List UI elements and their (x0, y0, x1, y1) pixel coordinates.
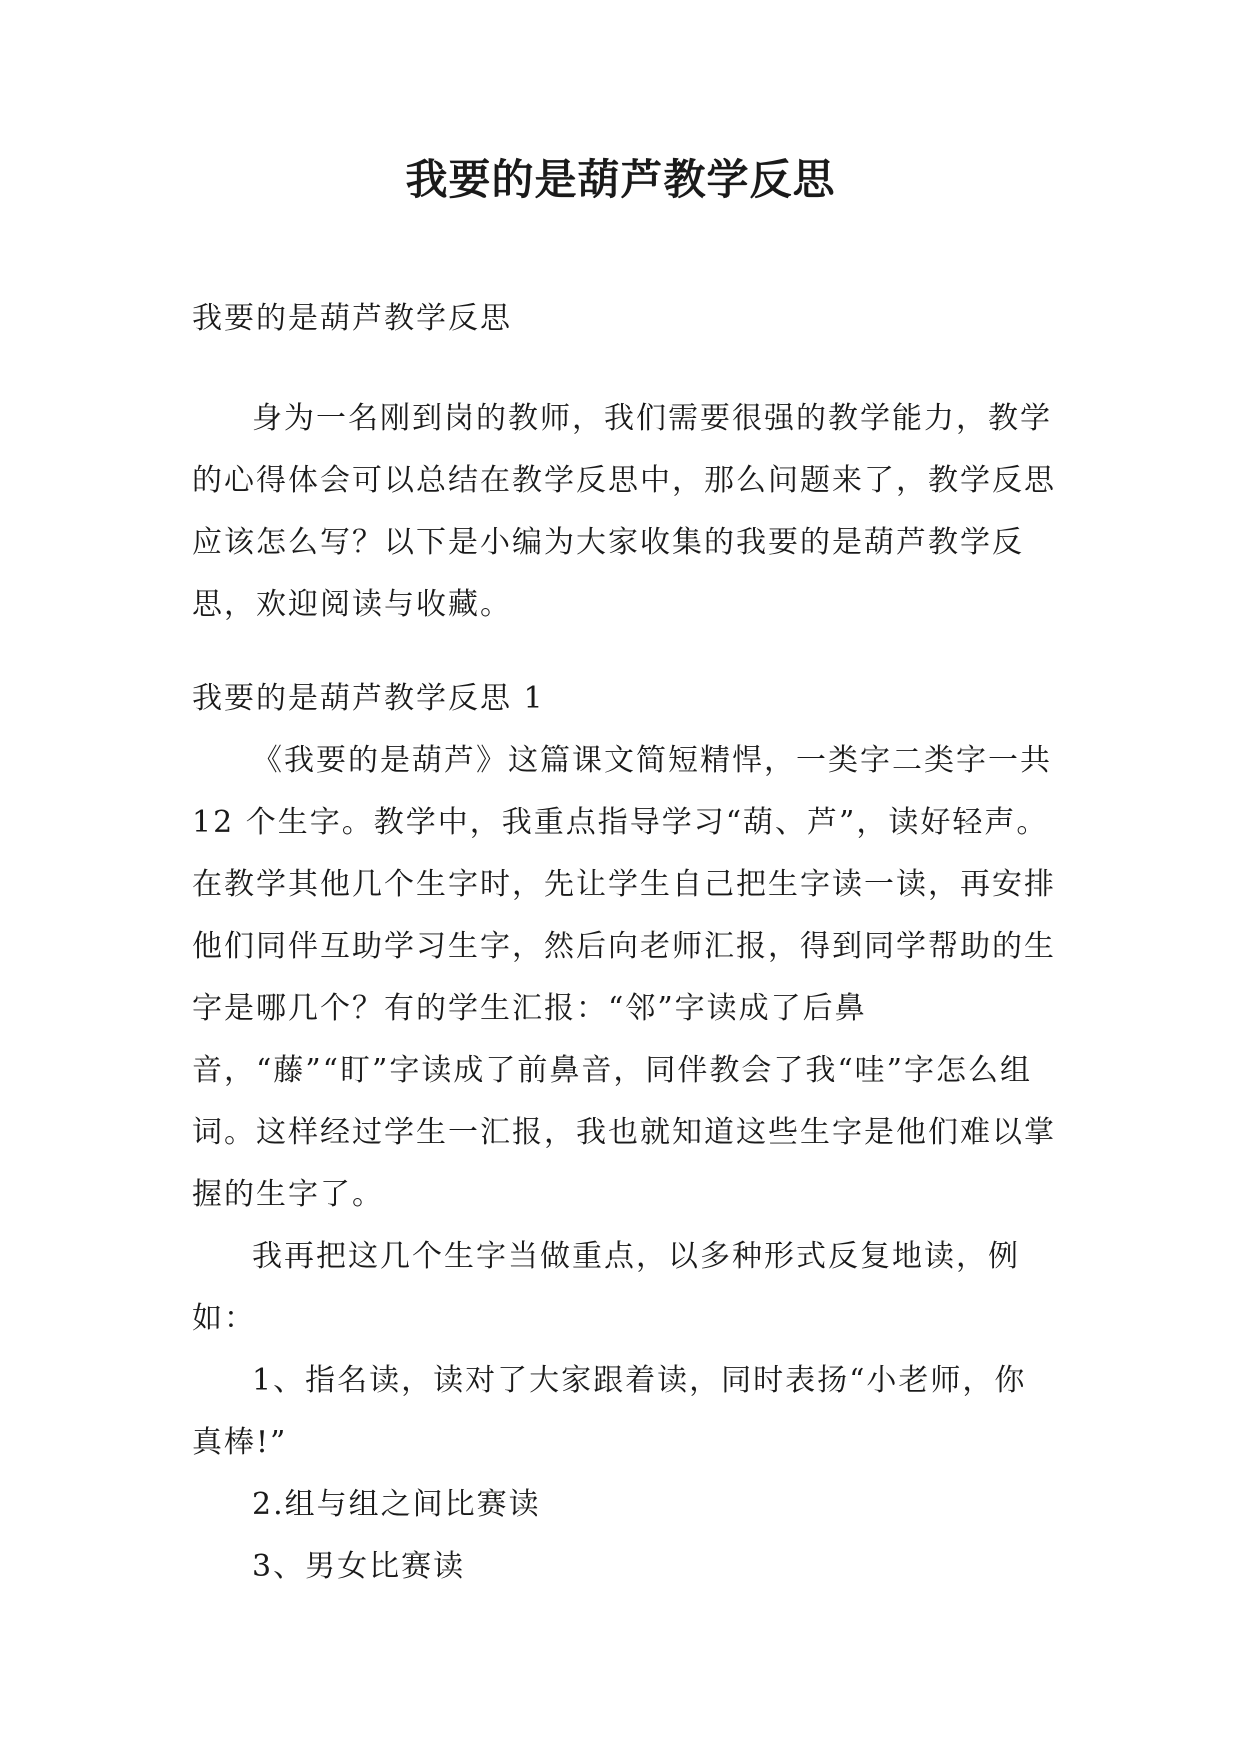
list-item-1: 1、指名读，读对了大家跟着读，同时表扬“小老师，你真棒!” (192, 1363, 1027, 1460)
document-subtitle: 我要的是葫芦教学反思 (192, 301, 512, 336)
section-heading: 我要的是葫芦教学反思 1 (192, 681, 545, 716)
document-title: 我要的是葫芦教学反思 (405, 155, 836, 204)
section-paragraph-2: 我再把这几个生字当做重点，以多种形式反复地读，例如： (192, 1239, 1020, 1336)
list-item-3: 3、男女比赛读 (252, 1549, 466, 1584)
section-paragraph: 《我要的是葫芦》这篇课文简短精悍，一类字二类字一共 12 个生字。教学中，我重点指导学习“葫、芦”，读好轻声。在教学其他几个生字时，先让学生自己把生字读一读，再安排他们同伴互助学习生字，然后向老师汇报，得到同学帮助的生字是哪几个？有的学生汇报：“邻”字读成了后鼻音，“藤”“盯”字读成了前鼻音，同伴教会了我“哇”字怎么组词。这样经过学生一汇报，我也就知道这些生字是他们难以掌握的生字了。 (192, 743, 1056, 1212)
document-body (192, 288, 1056, 1598)
intro-paragraph: 身为一名刚到岗的教师，我们需要很强的教学能力，教学的心得体会可以总结在教学反思中，那么问题来了，教学反思应该怎么写？以下是小编为大家收集的我要的是葫芦教学反思，欢迎阅读与收藏。 (192, 401, 1056, 622)
list-item-2: 2.组与组之间比赛读 (252, 1487, 541, 1522)
